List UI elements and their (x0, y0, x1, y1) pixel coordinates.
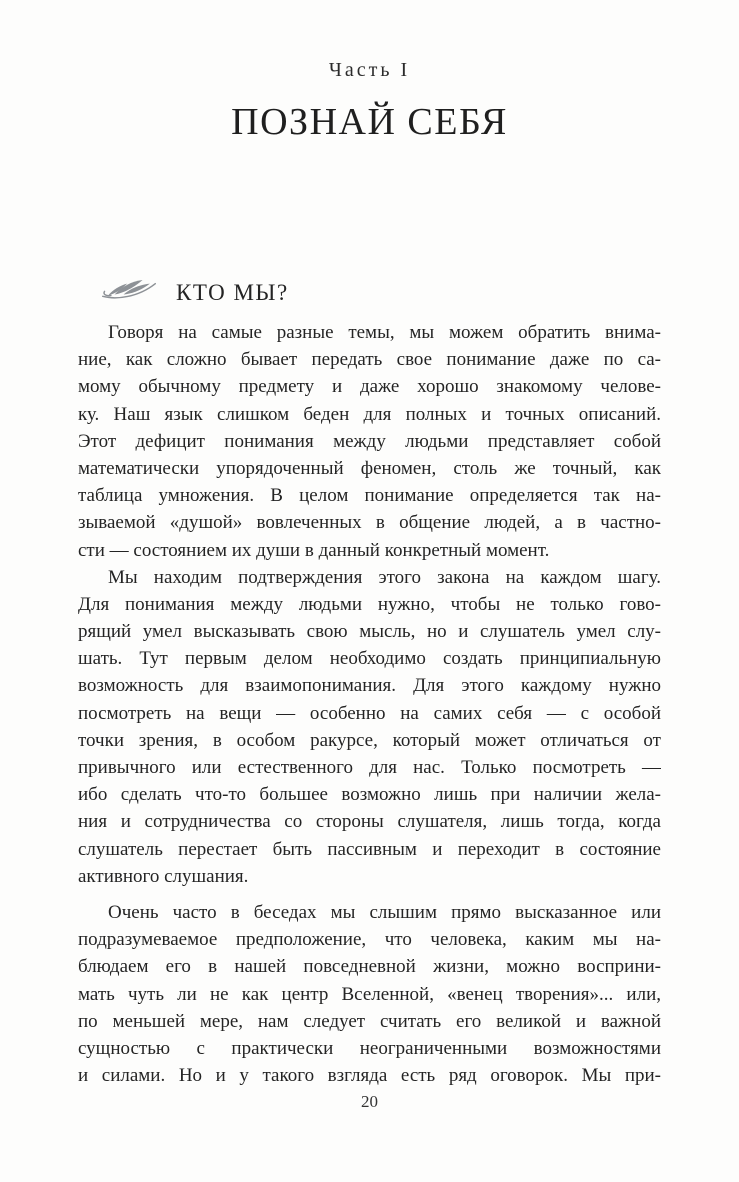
text-line: ку. Наш язык слишком беден для полных и точных описаний. (78, 403, 661, 425)
text-line: слушатель перестает быть пассивным и переходит в состояние (78, 838, 661, 860)
text-line: Мы находим подтверждения этого закона на каждом шагу. (108, 566, 661, 588)
paragraph (78, 564, 661, 890)
text-line: математически упорядоченный феномен, столь же точный, как (78, 457, 661, 479)
text-line: блюдаем его в нашей повседневной жизни, можно восприни- (78, 956, 661, 978)
text-line: Этот дефицит понимания между людьми представляет собой (78, 430, 661, 452)
text-line: шать. Тут первым делом необходимо создать принципиальную (78, 648, 661, 670)
text-line: мать чуть ли не как центр Вселенной, «венец творения»... или, (78, 983, 661, 1005)
part-label: Часть I (328, 59, 411, 81)
section-title: КТО МЫ? (176, 279, 289, 305)
text-line: ния и сотрудничества со стороны слушателя, лишь тогда, когда (78, 811, 661, 833)
text-line: зываемой «душой» вовлеченных в общение людей, а в частно- (78, 512, 661, 534)
paragraph (78, 899, 661, 1089)
text-line: посмотреть на вещи — особенно на самих себя — с особой (78, 702, 661, 724)
text-line: Для понимания между людьми нужно, чтобы не только гово- (78, 593, 661, 615)
text-line: таблица умножения. В целом понимание определяется так на- (78, 485, 661, 507)
text-line: сти — состоянием их души в данный конкретный момент. (78, 539, 550, 561)
text-line: и силами. Но и у такого взгляда есть ряд оговорок. Мы при- (78, 1065, 661, 1087)
paragraph (78, 319, 661, 564)
text-line: ибо сделать что-то большее возможно лишь при наличии жела- (78, 784, 661, 806)
text-block (78, 319, 661, 1089)
feather-flourish-icon (100, 277, 158, 308)
text-line: активного слушания. (78, 865, 249, 887)
text-line: Очень часто в беседах мы слышим прямо высказанное или (108, 901, 661, 923)
text-line: мому обычному предмету и даже хорошо знакомому челове- (78, 376, 661, 398)
page-number: 20 (361, 1092, 378, 1111)
text-line: по меньшей мере, нам следует считать его великой и важной (78, 1010, 661, 1032)
text-line: возможность для взаимопонимания. Для этого каждому нужно (78, 675, 661, 697)
page-title: ПОЗНАЙ СЕБЯ (231, 101, 508, 143)
section-heading (100, 277, 289, 308)
text-line: подразумеваемое предположение, что человека, каким мы на- (78, 929, 661, 951)
text-line: сущностью с практически неограниченными возможностями (78, 1037, 661, 1059)
text-line: ние, как сложно бывает передать свое понимание даже по са- (78, 349, 661, 371)
text-line: рящий умел высказывать свою мысль, но и слушатель умел слу- (78, 621, 661, 643)
text-line: Говоря на самые разные темы, мы можем обратить внима- (108, 322, 661, 343)
text-line: точки зрения, в особом ракурсе, который может отличаться от (78, 729, 661, 751)
text-line: привычного или естественного для нас. Только посмотреть — (78, 757, 661, 778)
